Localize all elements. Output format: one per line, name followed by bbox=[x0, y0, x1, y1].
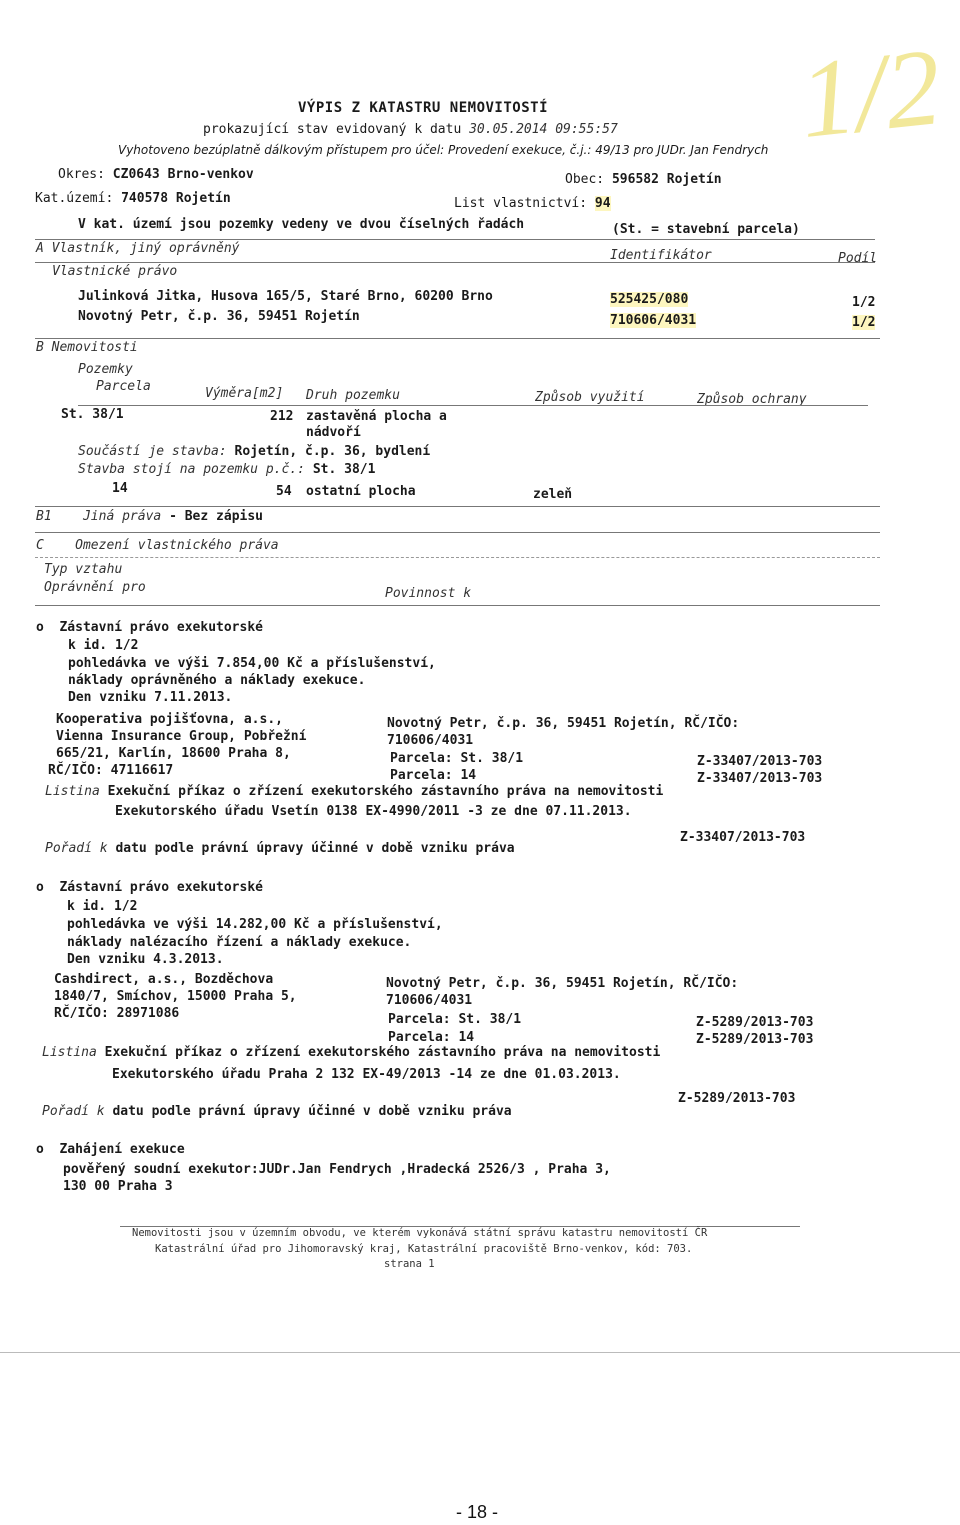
parcela-druh: zastavěná plocha a bbox=[306, 409, 447, 424]
listina-text-cont: Exekutorského úřadu Vsetín 0138 EX-4990/2011 -3 ze dne 07.11.2013. bbox=[115, 804, 632, 819]
creditor-line: Cashdirect, a.s., Bozděchova bbox=[54, 972, 274, 987]
listina bbox=[45, 784, 663, 799]
listina-label: Listina bbox=[45, 784, 100, 799]
divider bbox=[35, 338, 880, 339]
access-note: Vyhotoveno bezúplatně dálkovým přístupem pro účel: Provedení exekuce, č.j.: 49/13 pro JUDr. Jan Fendrych bbox=[118, 143, 769, 157]
stoji-label: Stavba stojí na pozemku p.č.: bbox=[78, 462, 305, 477]
lv-value: 94 bbox=[594, 196, 611, 211]
soucast-stavba bbox=[78, 444, 430, 459]
col-opravneni: Oprávnění pro bbox=[44, 580, 146, 595]
entry-line: k id. 1/2 bbox=[68, 638, 139, 653]
col-identifikator: Identifikátor bbox=[610, 248, 712, 263]
debtor-line: Novotný Petr, č.p. 36, 59451 Rojetín, RČ/IČO: bbox=[387, 716, 740, 731]
pozemky-heading: Pozemky bbox=[78, 362, 133, 377]
subtitle bbox=[203, 122, 618, 137]
parcela-vymera: 212 bbox=[270, 409, 294, 424]
divider bbox=[35, 605, 880, 606]
poradi bbox=[45, 841, 515, 856]
poradi-label: Pořadí k bbox=[42, 1104, 105, 1119]
footer-page: strana 1 bbox=[384, 1258, 435, 1270]
divider bbox=[78, 405, 868, 406]
entry-line: 130 00 Praha 3 bbox=[63, 1179, 173, 1194]
creditor-line: RČ/IČO: 28971086 bbox=[54, 1006, 180, 1021]
kat-uzemi bbox=[35, 191, 231, 206]
col-vymera: Výměra[m2] bbox=[205, 386, 284, 401]
entry-title bbox=[36, 620, 263, 635]
stavebni-parcela-note: (St. = stavební parcela) bbox=[612, 222, 800, 237]
section-c-label: Omezení vlastnického práva bbox=[75, 538, 279, 553]
entry-line: Den vzniku 7.11.2013. bbox=[68, 690, 233, 705]
entry-line: pohledávka ve výši 7.854,00 Kč a příslušenství, bbox=[68, 656, 436, 671]
page-number: - 18 - bbox=[456, 1502, 499, 1522]
subtitle-prefix: prokazující stav evidovaný k datu bbox=[203, 122, 462, 137]
ciselne-rady: V kat. území jsou pozemky vedeny ve dvou číselných řadách bbox=[78, 217, 525, 232]
section-b1-heading: B1 bbox=[36, 509, 52, 524]
creditor-line: Vienna Insurance Group, Pobřežní bbox=[56, 729, 307, 744]
listina-text: Exekuční příkaz o zřízení exekutorského zástavního práva na nemovitosti bbox=[104, 1045, 661, 1060]
divider bbox=[35, 262, 875, 263]
z-number: Z-33407/2013-703 bbox=[697, 754, 823, 769]
col-podil: Podíl bbox=[838, 251, 878, 266]
listina-text-cont: Exekutorského úřadu Praha 2 132 EX-49/2013 -14 ze dne 01.03.2013. bbox=[112, 1067, 621, 1082]
creditor-line: 1840/7, Smíchov, 15000 Praha 5, bbox=[54, 989, 297, 1004]
owner-id: 525425/080 bbox=[610, 292, 689, 307]
col-druh: Druh pozemku bbox=[306, 388, 400, 403]
poradi-text: datu podle právní úpravy účinné v době vzniku práva bbox=[115, 841, 515, 856]
entry-line: náklady oprávněného a náklady exekuce. bbox=[68, 673, 366, 688]
divider bbox=[35, 532, 880, 533]
debtor-line: 710606/4031 bbox=[386, 993, 473, 1008]
z-number: Z-5289/2013-703 bbox=[696, 1032, 814, 1047]
creditor-line: 665/21, Karlín, 18600 Praha 8, bbox=[56, 746, 291, 761]
z-number: Z-5289/2013-703 bbox=[678, 1091, 796, 1106]
listina-label: Listina bbox=[42, 1045, 97, 1060]
okres-value: CZ0643 Brno-venkov bbox=[112, 167, 254, 182]
col-typ-vztahu: Typ vztahu bbox=[44, 562, 123, 577]
owner-name: Julinková Jitka, Husova 165/5, Staré Brno, 60200 Brno bbox=[78, 289, 493, 304]
soucast-value: Rojetín, č.p. 36, bydlení bbox=[234, 444, 431, 459]
z-number: Z-5289/2013-703 bbox=[696, 1015, 814, 1030]
obec-value: 596582 Rojetín bbox=[611, 172, 722, 187]
parcela-vyuziti: zeleň bbox=[533, 487, 573, 502]
entry-title-text: Zahájení exekuce bbox=[59, 1142, 185, 1157]
obec bbox=[565, 172, 722, 187]
debtor-line: Parcela: St. 38/1 bbox=[390, 751, 524, 766]
parcela-number: 14 bbox=[112, 481, 128, 496]
owner-id: 710606/4031 bbox=[610, 313, 697, 328]
divider bbox=[35, 557, 880, 558]
okres-label: Okres: bbox=[58, 167, 105, 182]
entry-title bbox=[36, 1142, 185, 1157]
listina bbox=[42, 1045, 660, 1060]
footer-line: Nemovitosti jsou v územním obvodu, ve kterém vykonává státní správu katastru nemovitostí ČR bbox=[132, 1227, 708, 1239]
entry-line: náklady nalézacího řízení a náklady exekuce. bbox=[67, 935, 412, 950]
vlastnicke-pravo-heading: Vlastnické právo bbox=[52, 264, 178, 279]
debtor-line: 710606/4031 bbox=[387, 733, 474, 748]
col-ochrana: Způsob ochrany bbox=[697, 392, 807, 407]
section-b1-label: Jiná práva bbox=[82, 509, 162, 524]
debtor-line: Parcela: St. 38/1 bbox=[388, 1012, 522, 1027]
parcela-druh-cont: nádvoří bbox=[306, 425, 361, 440]
debtor-line: Novotný Petr, č.p. 36, 59451 Rojetín, RČ/IČO: bbox=[386, 976, 739, 991]
debtor-line: Parcela: 14 bbox=[390, 768, 477, 783]
entry-bullet: o bbox=[36, 880, 44, 895]
col-vyuziti: Způsob využití bbox=[535, 390, 645, 405]
obec-label: Obec: bbox=[565, 172, 605, 187]
footer-line: Katastrální úřad pro Jihomoravský kraj, Katastrální pracoviště Brno-venkov, kód: 703. bbox=[155, 1243, 693, 1255]
z-number: Z-33407/2013-703 bbox=[697, 771, 823, 786]
divider bbox=[35, 506, 880, 507]
soucast-label: Součástí je stavba: bbox=[78, 444, 227, 459]
entry-bullet: o bbox=[36, 1142, 44, 1157]
poradi-label: Pořadí k bbox=[45, 841, 108, 856]
divider bbox=[35, 239, 875, 240]
owner-share: 1/2 bbox=[852, 295, 876, 310]
parcela-vymera: 54 bbox=[276, 484, 292, 499]
owner-share: 1/2 bbox=[852, 315, 876, 330]
section-b-heading: B Nemovitosti bbox=[36, 340, 138, 355]
stavba-stoji bbox=[78, 462, 375, 477]
divider bbox=[0, 1352, 960, 1353]
section-c-heading: C bbox=[36, 538, 44, 553]
debtor-line: Parcela: 14 bbox=[388, 1030, 475, 1045]
col-parcela: Parcela bbox=[96, 379, 151, 394]
entry-line: k id. 1/2 bbox=[67, 899, 138, 914]
stoji-value: St. 38/1 bbox=[312, 462, 376, 477]
parcela-druh: ostatní plocha bbox=[306, 484, 416, 499]
entry-title-text: Zástavní právo exekutorské bbox=[59, 620, 263, 635]
okres bbox=[58, 167, 254, 182]
owner-name: Novotný Petr, č.p. 36, 59451 Rojetín bbox=[78, 309, 360, 324]
section-a-heading: A Vlastník, jiný oprávněný bbox=[36, 241, 240, 256]
parcela-number: St. 38/1 bbox=[61, 407, 124, 422]
entry-line: Den vzniku 4.3.2013. bbox=[67, 952, 224, 967]
list-vlastnictvi bbox=[454, 196, 611, 211]
section-b1-value: - Bez zápisu bbox=[169, 509, 263, 524]
creditor-line: Kooperativa pojišťovna, a.s., bbox=[56, 712, 283, 727]
entry-title bbox=[36, 880, 263, 895]
subtitle-date: 30.05.2014 09:55:57 bbox=[469, 122, 618, 137]
col-povinnost: Povinnost k bbox=[385, 586, 472, 601]
poradi-text: datu podle právní úpravy účinné v době vzniku práva bbox=[112, 1104, 512, 1119]
listina-text: Exekuční příkaz o zřízení exekutorského zástavního práva na nemovitosti bbox=[107, 784, 664, 799]
document-title: VÝPIS Z KATASTRU NEMOVITOSTÍ bbox=[298, 100, 549, 116]
kat-label: Kat.území: bbox=[35, 191, 114, 206]
handwritten-mark: 1/2 bbox=[793, 24, 947, 162]
creditor-line: RČ/IČO: 47116617 bbox=[48, 763, 174, 778]
kat-value: 740578 Rojetín bbox=[121, 191, 231, 206]
lv-label: List vlastnictví: bbox=[454, 196, 588, 211]
entry-line: pověřený soudní exekutor:JUDr.Jan Fendrych ,Hradecká 2526/3 , Praha 3, bbox=[63, 1162, 611, 1177]
poradi bbox=[42, 1104, 512, 1119]
entry-title-text: Zástavní právo exekutorské bbox=[59, 880, 263, 895]
section-b1 bbox=[36, 509, 263, 524]
entry-line: pohledávka ve výši 14.282,00 Kč a příslušenství, bbox=[67, 917, 443, 932]
entry-bullet: o bbox=[36, 620, 44, 635]
z-number: Z-33407/2013-703 bbox=[680, 830, 806, 845]
section-c bbox=[36, 538, 279, 553]
